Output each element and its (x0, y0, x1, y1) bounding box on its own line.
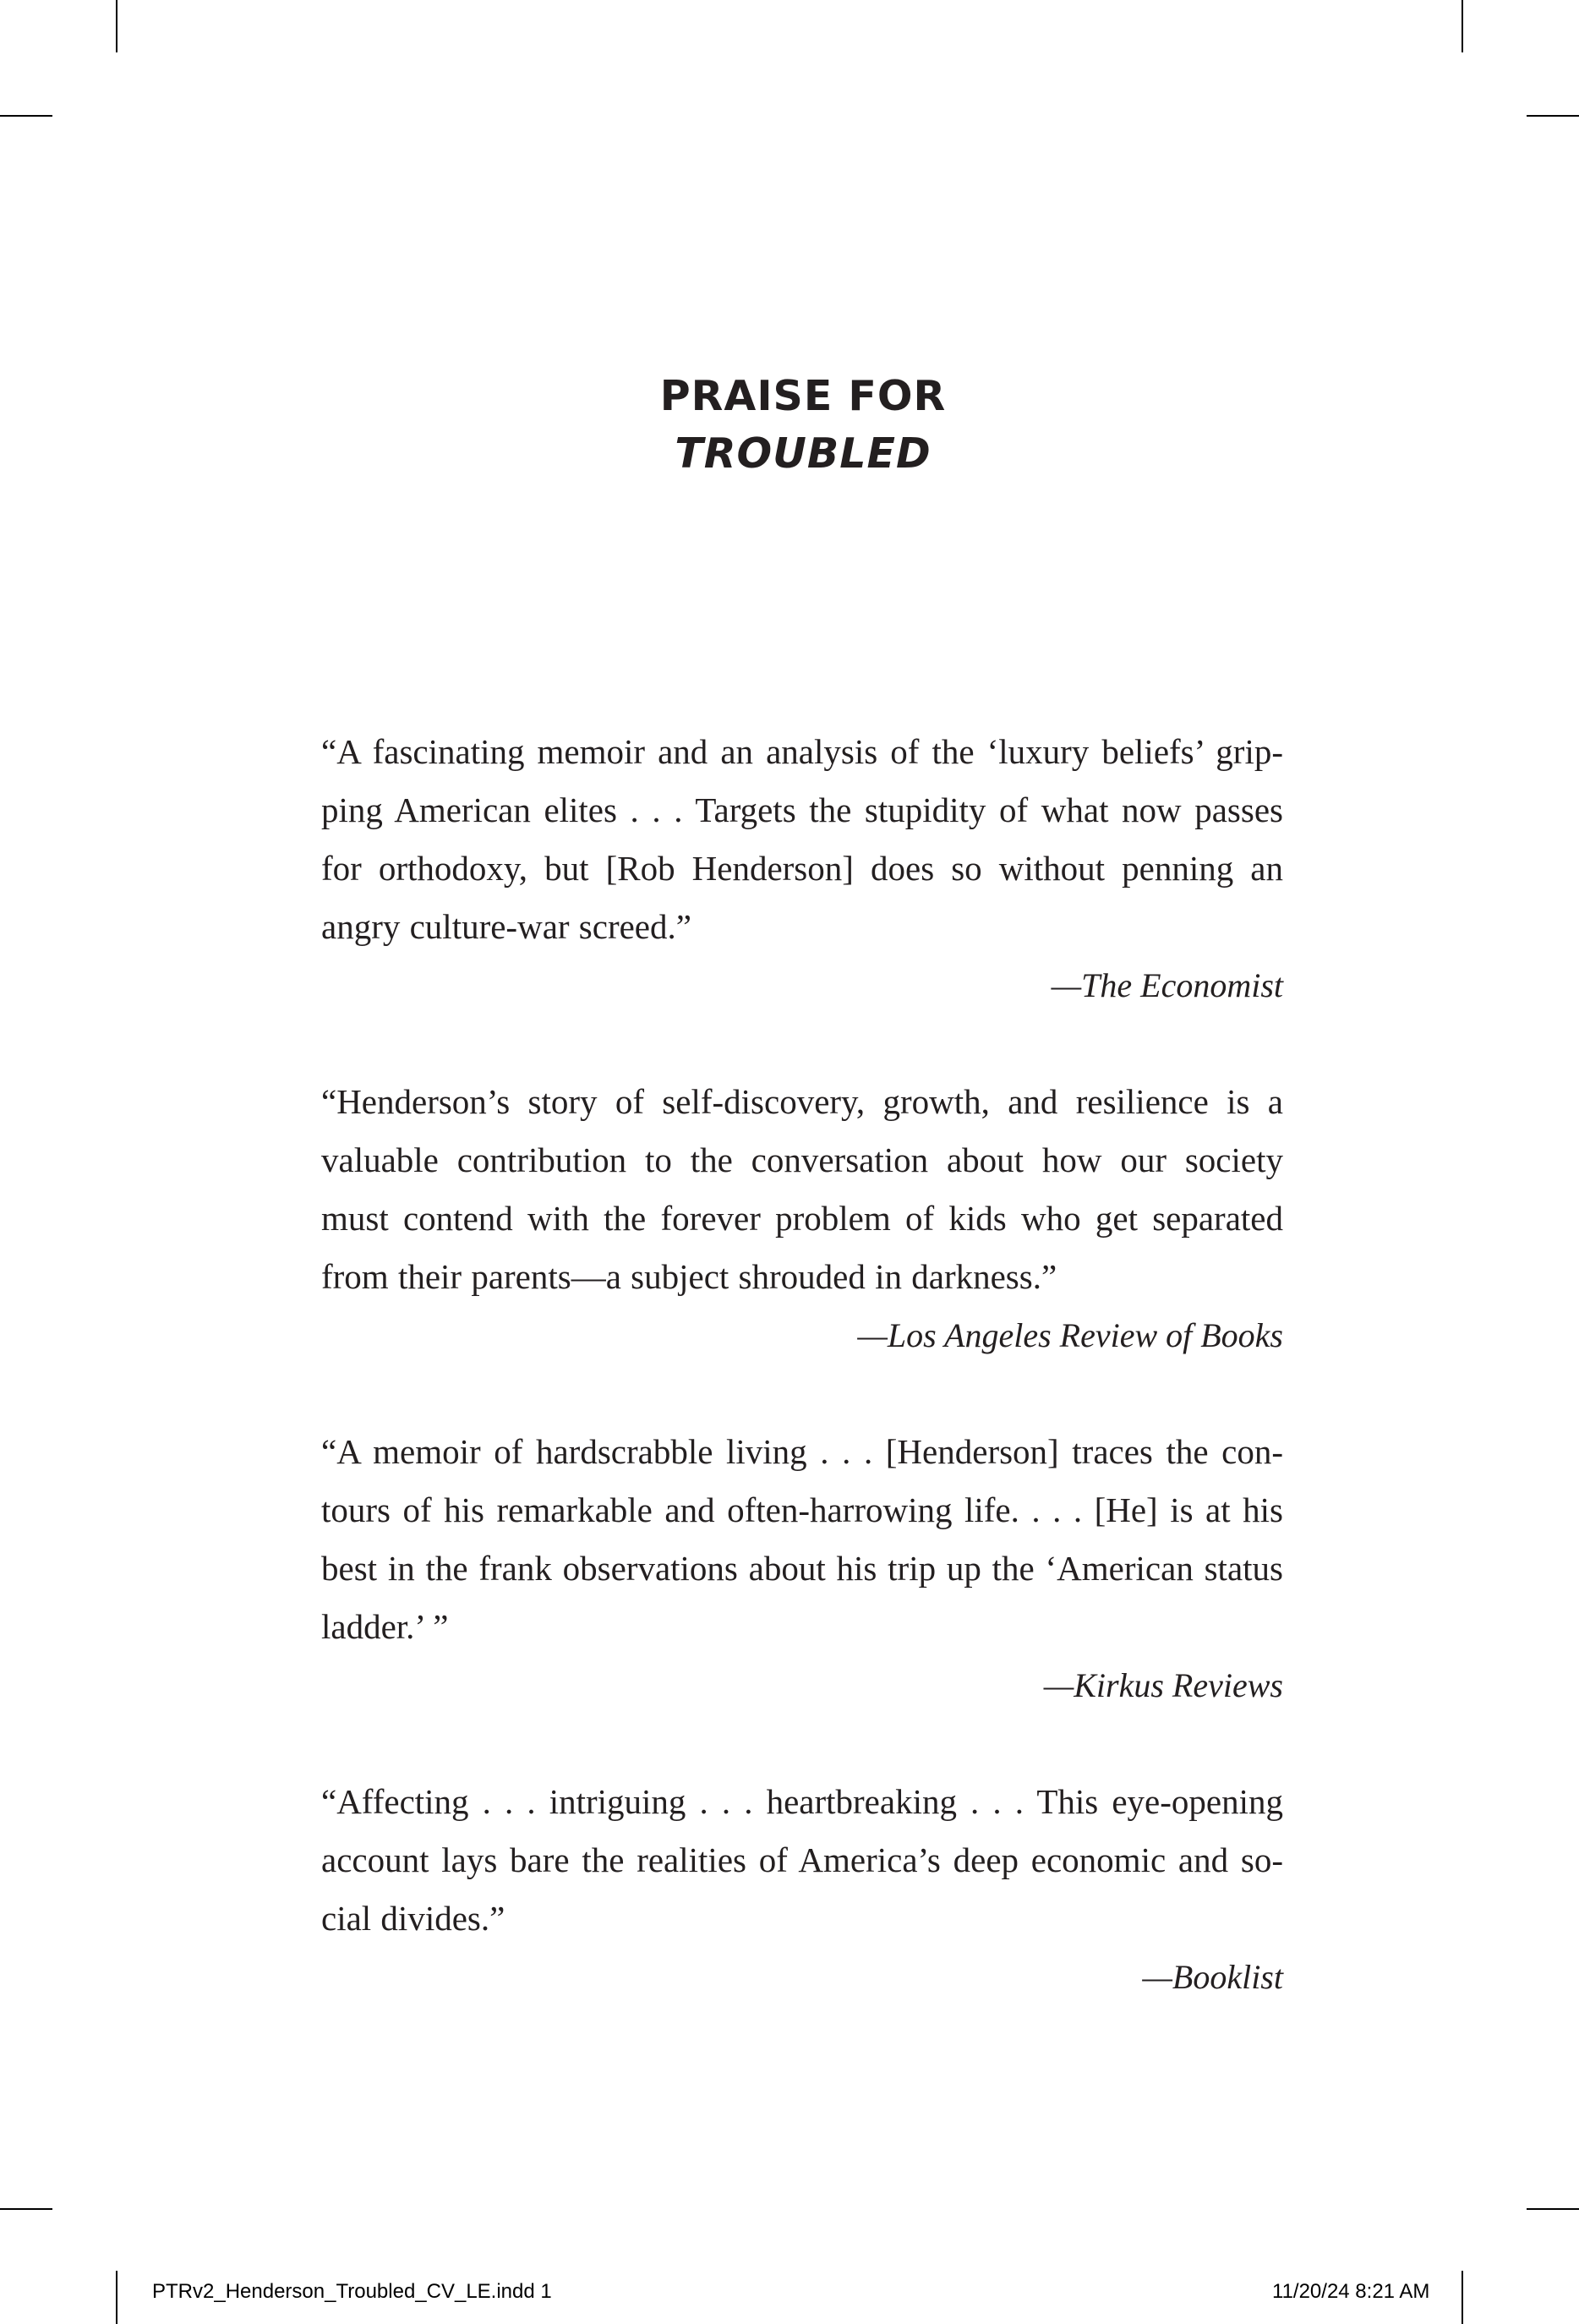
crop-mark-left-bottom (0, 2208, 52, 2210)
crop-mark-bottom-right (1462, 2271, 1463, 2324)
blurb-economist (321, 723, 1283, 1014)
page-title: PRAISE FOR (659, 372, 947, 420)
blurb-source: —Kirkus Reviews (1043, 1666, 1283, 1704)
slug-datetime: 11/20/24 8:21 AM (1272, 2280, 1430, 2303)
blurb-source: —Los Angeles Review of Books (857, 1316, 1283, 1354)
blurb-booklist (321, 1773, 1283, 2005)
book-title: TROUBLED (675, 429, 932, 478)
crop-mark-top-left (116, 0, 117, 52)
crop-mark-top-right (1462, 0, 1463, 52)
blurb-la-review (321, 1073, 1283, 1364)
blurb-source: —Booklist (1142, 1958, 1283, 1996)
blurb-source: —The Economist (1051, 966, 1283, 1004)
blurb-quote: “A memoir of hardscrabble living . . . [Henderson] traces the con- tours of his remarkable and often-harrowing life. . . . [He] is at his best in the frank observations about his trip up the ‘American status ladder.’ ” (321, 1432, 1283, 1646)
crop-mark-right-bottom (1527, 2208, 1579, 2210)
blurb-quote: “Henderson’s story of self-discovery, growth, and resilience is a valuable contribution to the conversation about how our society must contend with the forever problem of kids who get separated from their parents—a subject shrouded in darkness.” (321, 1082, 1283, 1296)
crop-mark-left-top (0, 115, 52, 117)
crop-mark-bottom-left (116, 2271, 117, 2324)
blurb-kirkus (321, 1423, 1283, 1714)
slug-filename: PTRv2_Henderson_Troubled_CV_LE.indd 1 (152, 2280, 552, 2303)
crop-mark-right-top (1527, 115, 1579, 117)
blurb-quote: “A fascinating memoir and an analysis of the ‘luxury beliefs’ grip- ping American elites . . . Targets the stupidity of what now passes for orthodoxy, but [Rob Henderson] does so without penning an angry culture-war screed.” (321, 732, 1283, 946)
blurb-quote: “Affecting . . . intriguing . . . heartbreaking . . . This eye-opening account lays bare the realities of America’s deep economic and so- cial divides.” (321, 1782, 1283, 1938)
